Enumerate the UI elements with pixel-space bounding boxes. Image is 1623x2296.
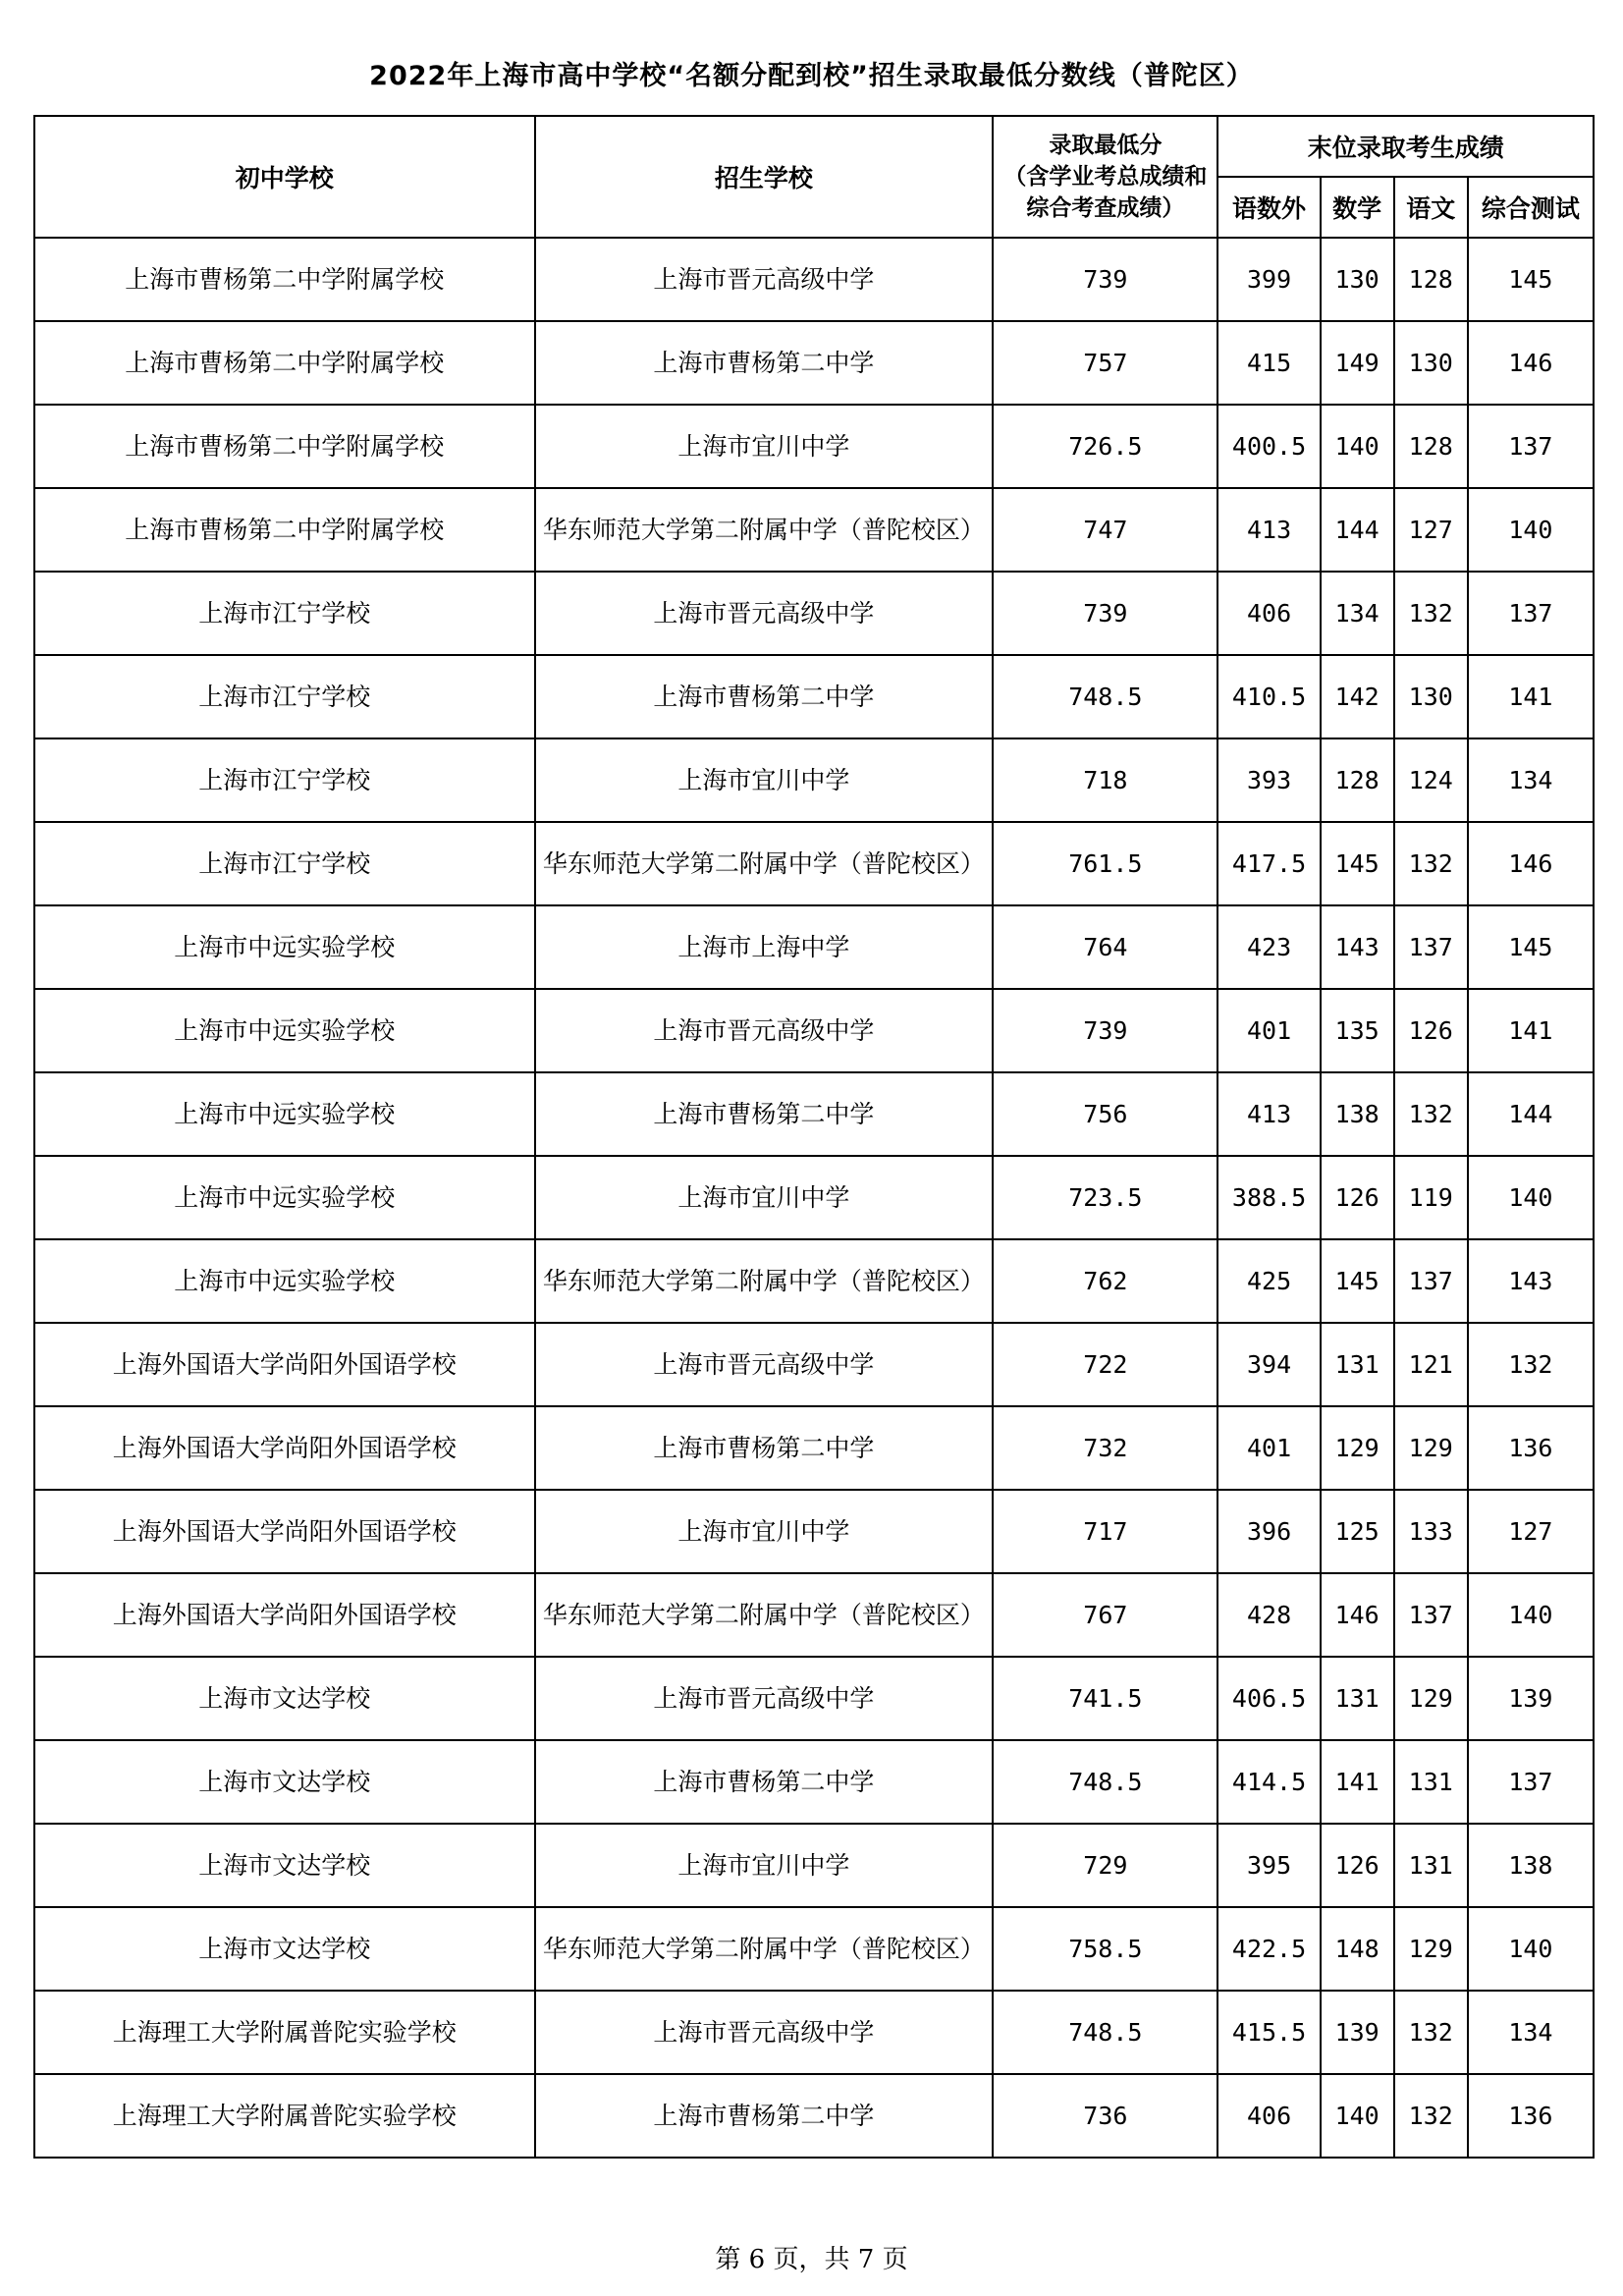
ysw-score-cell: 394 bbox=[1217, 1323, 1320, 1406]
junior-school-cell: 上海市文达学校 bbox=[34, 1907, 535, 1991]
admit-school-cell: 上海市曹杨第二中学 bbox=[535, 1072, 994, 1156]
junior-school-cell: 上海市曹杨第二中学附属学校 bbox=[34, 321, 535, 405]
header-last-scores: 末位录取考生成绩 bbox=[1217, 116, 1594, 177]
junior-school-cell: 上海外国语大学尚阳外国语学校 bbox=[34, 1323, 535, 1406]
chinese-score-cell: 129 bbox=[1394, 1907, 1468, 1991]
ysw-score-cell: 425 bbox=[1217, 1239, 1320, 1323]
junior-school-cell: 上海市曹杨第二中学附属学校 bbox=[34, 238, 535, 321]
comprehensive-score-cell: 144 bbox=[1468, 1072, 1594, 1156]
ysw-score-cell: 396 bbox=[1217, 1490, 1320, 1573]
comprehensive-score-cell: 141 bbox=[1468, 655, 1594, 738]
ysw-score-cell: 415.5 bbox=[1217, 1991, 1320, 2074]
ysw-score-cell: 393 bbox=[1217, 738, 1320, 822]
chinese-score-cell: 129 bbox=[1394, 1657, 1468, 1740]
chinese-score-cell: 132 bbox=[1394, 1072, 1468, 1156]
table-row bbox=[34, 1573, 1594, 1657]
min-score-cell: 729 bbox=[993, 1824, 1217, 1907]
math-score-cell: 134 bbox=[1321, 572, 1394, 655]
ysw-score-cell: 413 bbox=[1217, 1072, 1320, 1156]
admit-school-cell: 上海市上海中学 bbox=[535, 905, 994, 989]
min-score-cell: 739 bbox=[993, 572, 1217, 655]
header-min-score bbox=[993, 116, 1217, 238]
table-row bbox=[34, 1239, 1594, 1323]
ysw-score-cell: 415 bbox=[1217, 321, 1320, 405]
admit-school-cell: 上海市曹杨第二中学 bbox=[535, 655, 994, 738]
table-row bbox=[34, 2074, 1594, 2158]
ysw-score-cell: 399 bbox=[1217, 238, 1320, 321]
table-row bbox=[34, 1323, 1594, 1406]
admit-school-cell: 上海市宜川中学 bbox=[535, 1490, 994, 1573]
ysw-score-cell: 406 bbox=[1217, 2074, 1320, 2158]
math-score-cell: 145 bbox=[1321, 822, 1394, 905]
min-score-cell: 717 bbox=[993, 1490, 1217, 1573]
junior-school-cell: 上海市中远实验学校 bbox=[34, 1239, 535, 1323]
admit-school-cell: 上海市曹杨第二中学 bbox=[535, 1406, 994, 1490]
comprehensive-score-cell: 138 bbox=[1468, 1824, 1594, 1907]
junior-school-cell: 上海市文达学校 bbox=[34, 1824, 535, 1907]
comprehensive-score-cell: 143 bbox=[1468, 1239, 1594, 1323]
table-body bbox=[34, 238, 1594, 2158]
chinese-score-cell: 128 bbox=[1394, 238, 1468, 321]
math-score-cell: 128 bbox=[1321, 738, 1394, 822]
admit-school-cell: 上海市宜川中学 bbox=[535, 405, 994, 488]
junior-school-cell: 上海市文达学校 bbox=[34, 1740, 535, 1824]
comprehensive-score-cell: 137 bbox=[1468, 1740, 1594, 1824]
min-score-cell: 757 bbox=[993, 321, 1217, 405]
junior-school-cell: 上海市江宁学校 bbox=[34, 822, 535, 905]
header-comprehensive: 综合测试 bbox=[1468, 177, 1594, 238]
table-row bbox=[34, 1824, 1594, 1907]
junior-school-cell: 上海市江宁学校 bbox=[34, 572, 535, 655]
ysw-score-cell: 423 bbox=[1217, 905, 1320, 989]
comprehensive-score-cell: 127 bbox=[1468, 1490, 1594, 1573]
chinese-score-cell: 137 bbox=[1394, 905, 1468, 989]
min-score-cell: 761.5 bbox=[993, 822, 1217, 905]
math-score-cell: 140 bbox=[1321, 2074, 1394, 2158]
min-score-cell: 723.5 bbox=[993, 1156, 1217, 1239]
math-score-cell: 139 bbox=[1321, 1991, 1394, 2074]
admit-school-cell: 上海市晋元高级中学 bbox=[535, 1991, 994, 2074]
comprehensive-score-cell: 140 bbox=[1468, 1573, 1594, 1657]
min-score-cell: 726.5 bbox=[993, 405, 1217, 488]
ysw-score-cell: 413 bbox=[1217, 488, 1320, 572]
header-min-score-label: 录取最低分 bbox=[1049, 133, 1163, 158]
header-chinese: 语文 bbox=[1394, 177, 1468, 238]
chinese-score-cell: 129 bbox=[1394, 1406, 1468, 1490]
junior-school-cell: 上海理工大学附属普陀实验学校 bbox=[34, 1991, 535, 2074]
table-row bbox=[34, 1072, 1594, 1156]
chinese-score-cell: 133 bbox=[1394, 1490, 1468, 1573]
chinese-score-cell: 121 bbox=[1394, 1323, 1468, 1406]
admit-school-cell: 上海市宜川中学 bbox=[535, 1824, 994, 1907]
table-row bbox=[34, 1991, 1594, 2074]
header-junior-school: 初中学校 bbox=[34, 116, 535, 238]
junior-school-cell: 上海市曹杨第二中学附属学校 bbox=[34, 488, 535, 572]
min-score-cell: 732 bbox=[993, 1406, 1217, 1490]
table-row bbox=[34, 989, 1594, 1072]
math-score-cell: 148 bbox=[1321, 1907, 1394, 1991]
chinese-score-cell: 132 bbox=[1394, 1991, 1468, 2074]
math-score-cell: 141 bbox=[1321, 1740, 1394, 1824]
min-score-cell: 739 bbox=[993, 989, 1217, 1072]
junior-school-cell: 上海市江宁学校 bbox=[34, 738, 535, 822]
min-score-cell: 756 bbox=[993, 1072, 1217, 1156]
table-row bbox=[34, 1657, 1594, 1740]
min-score-cell: 758.5 bbox=[993, 1907, 1217, 1991]
ysw-score-cell: 388.5 bbox=[1217, 1156, 1320, 1239]
ysw-score-cell: 422.5 bbox=[1217, 1907, 1320, 1991]
junior-school-cell: 上海市文达学校 bbox=[34, 1657, 535, 1740]
admit-school-cell: 上海市晋元高级中学 bbox=[535, 238, 994, 321]
admit-school-cell: 华东师范大学第二附属中学（普陀校区） bbox=[535, 488, 994, 572]
comprehensive-score-cell: 132 bbox=[1468, 1323, 1594, 1406]
ysw-score-cell: 406.5 bbox=[1217, 1657, 1320, 1740]
table-row bbox=[34, 1156, 1594, 1239]
comprehensive-score-cell: 134 bbox=[1468, 1991, 1594, 2074]
admit-school-cell: 上海市晋元高级中学 bbox=[535, 572, 994, 655]
page-title: 2022年上海市高中学校“名额分配到校”招生录取最低分数线（普陀区） bbox=[369, 61, 1254, 91]
admit-school-cell: 上海市曹杨第二中学 bbox=[535, 1740, 994, 1824]
chinese-score-cell: 131 bbox=[1394, 1824, 1468, 1907]
admit-school-cell: 华东师范大学第二附属中学（普陀校区） bbox=[535, 1573, 994, 1657]
min-score-cell: 748.5 bbox=[993, 1991, 1217, 2074]
chinese-score-cell: 124 bbox=[1394, 738, 1468, 822]
ysw-score-cell: 410.5 bbox=[1217, 655, 1320, 738]
math-score-cell: 125 bbox=[1321, 1490, 1394, 1573]
comprehensive-score-cell: 145 bbox=[1468, 905, 1594, 989]
table-row bbox=[34, 1490, 1594, 1573]
admit-school-cell: 上海市晋元高级中学 bbox=[535, 1323, 994, 1406]
junior-school-cell: 上海市中远实验学校 bbox=[34, 1072, 535, 1156]
table-row bbox=[34, 905, 1594, 989]
admit-school-cell: 上海市曹杨第二中学 bbox=[535, 2074, 994, 2158]
comprehensive-score-cell: 137 bbox=[1468, 572, 1594, 655]
admission-table bbox=[33, 115, 1595, 2159]
comprehensive-score-cell: 146 bbox=[1468, 321, 1594, 405]
admit-school-cell: 华东师范大学第二附属中学（普陀校区） bbox=[535, 1907, 994, 1991]
ysw-score-cell: 400.5 bbox=[1217, 405, 1320, 488]
math-score-cell: 140 bbox=[1321, 405, 1394, 488]
ysw-score-cell: 428 bbox=[1217, 1573, 1320, 1657]
chinese-score-cell: 131 bbox=[1394, 1740, 1468, 1824]
ysw-score-cell: 406 bbox=[1217, 572, 1320, 655]
math-score-cell: 149 bbox=[1321, 321, 1394, 405]
math-score-cell: 142 bbox=[1321, 655, 1394, 738]
admit-school-cell: 华东师范大学第二附属中学（普陀校区） bbox=[535, 1239, 994, 1323]
min-score-cell: 718 bbox=[993, 738, 1217, 822]
admit-school-cell: 上海市晋元高级中学 bbox=[535, 1657, 994, 1740]
chinese-score-cell: 137 bbox=[1394, 1239, 1468, 1323]
math-score-cell: 143 bbox=[1321, 905, 1394, 989]
chinese-score-cell: 126 bbox=[1394, 989, 1468, 1072]
page-footer: 第 6 页，共 7 页 bbox=[715, 2245, 908, 2274]
math-score-cell: 130 bbox=[1321, 238, 1394, 321]
header-ysw: 语数外 bbox=[1217, 177, 1320, 238]
chinese-score-cell: 132 bbox=[1394, 2074, 1468, 2158]
table-row bbox=[34, 238, 1594, 321]
ysw-score-cell: 395 bbox=[1217, 1824, 1320, 1907]
math-score-cell: 126 bbox=[1321, 1824, 1394, 1907]
math-score-cell: 129 bbox=[1321, 1406, 1394, 1490]
table-row bbox=[34, 1740, 1594, 1824]
admit-school-cell: 上海市曹杨第二中学 bbox=[535, 321, 994, 405]
junior-school-cell: 上海市中远实验学校 bbox=[34, 989, 535, 1072]
comprehensive-score-cell: 145 bbox=[1468, 238, 1594, 321]
table-row bbox=[34, 822, 1594, 905]
min-score-cell: 747 bbox=[993, 488, 1217, 572]
admit-school-cell: 上海市宜川中学 bbox=[535, 1156, 994, 1239]
comprehensive-score-cell: 146 bbox=[1468, 822, 1594, 905]
table-row bbox=[34, 1907, 1594, 1991]
junior-school-cell: 上海外国语大学尚阳外国语学校 bbox=[34, 1573, 535, 1657]
junior-school-cell: 上海理工大学附属普陀实验学校 bbox=[34, 2074, 535, 2158]
header-math: 数学 bbox=[1321, 177, 1394, 238]
table-row bbox=[34, 738, 1594, 822]
comprehensive-score-cell: 139 bbox=[1468, 1657, 1594, 1740]
header-admit-school: 招生学校 bbox=[535, 116, 994, 238]
junior-school-cell: 上海市曹杨第二中学附属学校 bbox=[34, 405, 535, 488]
comprehensive-score-cell: 140 bbox=[1468, 1156, 1594, 1239]
comprehensive-score-cell: 137 bbox=[1468, 405, 1594, 488]
chinese-score-cell: 130 bbox=[1394, 655, 1468, 738]
chinese-score-cell: 137 bbox=[1394, 1573, 1468, 1657]
chinese-score-cell: 128 bbox=[1394, 405, 1468, 488]
math-score-cell: 126 bbox=[1321, 1156, 1394, 1239]
chinese-score-cell: 130 bbox=[1394, 321, 1468, 405]
junior-school-cell: 上海市江宁学校 bbox=[34, 655, 535, 738]
table-row bbox=[34, 321, 1594, 405]
min-score-cell: 764 bbox=[993, 905, 1217, 989]
admit-school-cell: 上海市晋元高级中学 bbox=[535, 989, 994, 1072]
min-score-cell: 736 bbox=[993, 2074, 1217, 2158]
comprehensive-score-cell: 140 bbox=[1468, 488, 1594, 572]
min-score-cell: 748.5 bbox=[993, 1740, 1217, 1824]
chinese-score-cell: 132 bbox=[1394, 572, 1468, 655]
min-score-cell: 748.5 bbox=[993, 655, 1217, 738]
min-score-cell: 722 bbox=[993, 1323, 1217, 1406]
math-score-cell: 135 bbox=[1321, 989, 1394, 1072]
table-row bbox=[34, 572, 1594, 655]
chinese-score-cell: 127 bbox=[1394, 488, 1468, 572]
math-score-cell: 145 bbox=[1321, 1239, 1394, 1323]
math-score-cell: 144 bbox=[1321, 488, 1394, 572]
ysw-score-cell: 417.5 bbox=[1217, 822, 1320, 905]
min-score-cell: 767 bbox=[993, 1573, 1217, 1657]
min-score-cell: 741.5 bbox=[993, 1657, 1217, 1740]
table-row bbox=[34, 1406, 1594, 1490]
ysw-score-cell: 401 bbox=[1217, 989, 1320, 1072]
comprehensive-score-cell: 134 bbox=[1468, 738, 1594, 822]
table-row bbox=[34, 488, 1594, 572]
junior-school-cell: 上海外国语大学尚阳外国语学校 bbox=[34, 1490, 535, 1573]
math-score-cell: 138 bbox=[1321, 1072, 1394, 1156]
min-score-cell: 762 bbox=[993, 1239, 1217, 1323]
comprehensive-score-cell: 140 bbox=[1468, 1907, 1594, 1991]
chinese-score-cell: 119 bbox=[1394, 1156, 1468, 1239]
math-score-cell: 131 bbox=[1321, 1323, 1394, 1406]
table-row bbox=[34, 655, 1594, 738]
junior-school-cell: 上海市中远实验学校 bbox=[34, 1156, 535, 1239]
junior-school-cell: 上海外国语大学尚阳外国语学校 bbox=[34, 1406, 535, 1490]
admit-school-cell: 上海市宜川中学 bbox=[535, 738, 994, 822]
junior-school-cell: 上海市中远实验学校 bbox=[34, 905, 535, 989]
table-row bbox=[34, 405, 1594, 488]
comprehensive-score-cell: 136 bbox=[1468, 1406, 1594, 1490]
admit-school-cell: 华东师范大学第二附属中学（普陀校区） bbox=[535, 822, 994, 905]
ysw-score-cell: 414.5 bbox=[1217, 1740, 1320, 1824]
chinese-score-cell: 132 bbox=[1394, 822, 1468, 905]
math-score-cell: 131 bbox=[1321, 1657, 1394, 1740]
comprehensive-score-cell: 136 bbox=[1468, 2074, 1594, 2158]
math-score-cell: 146 bbox=[1321, 1573, 1394, 1657]
min-score-cell: 739 bbox=[993, 238, 1217, 321]
comprehensive-score-cell: 141 bbox=[1468, 989, 1594, 1072]
header-min-score-note: （含学业考总成绩和综合考查成绩） bbox=[1003, 164, 1208, 221]
ysw-score-cell: 401 bbox=[1217, 1406, 1320, 1490]
